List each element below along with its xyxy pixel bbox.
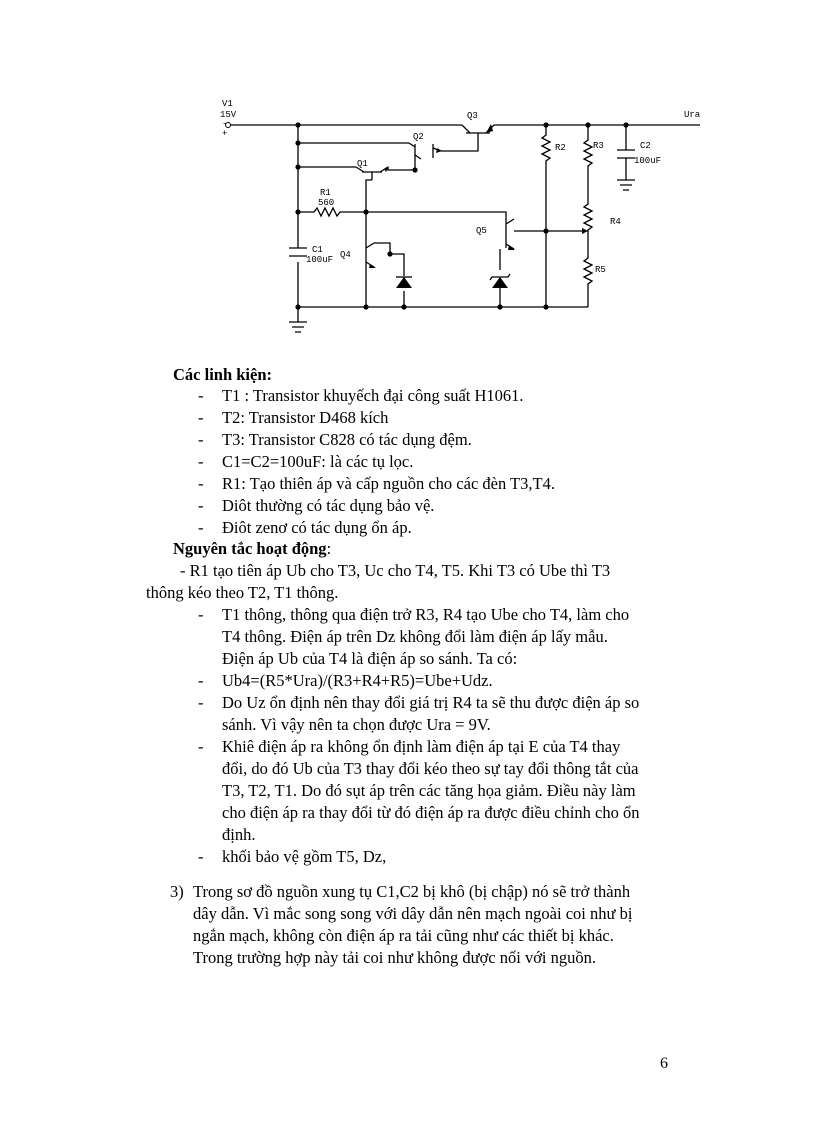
principle-heading: Nguyên tắc hoạt động [173,539,327,558]
r5-label: R5 [595,265,606,275]
q4-wires [366,243,390,307]
q2-transistor-icon [409,143,442,159]
list-line: Điện áp Ub của T4 là điện áp so sánh. Ta có: [222,649,518,668]
list-bullet: - [198,693,204,712]
list-line: Ub4=(R5*Ura)/(R3+R4+R5)=Ube+Udz. [222,671,493,690]
list-bullet: - [198,496,204,515]
list-line: T1 thông, thông qua điện trở R3, R4 tạo Ube cho T4, làm cho [222,605,630,624]
list-line: Do Uz ổn định nên thay đổi giá trị R4 ta sẽ thu được điện áp so [222,693,640,712]
list-line: cho điện áp ra thay đổi từ đó điện áp ra được điều chỉnh cho ổn [222,803,640,822]
c1-capacitor-icon [289,248,307,256]
list-bullet: - [198,452,204,471]
list-bullet: - [198,518,204,537]
q1-wires [298,167,415,212]
principle-intro-line1: - R1 tạo tiên áp Ub cho T3, Uc cho T4, T5. Khi T3 có Ube thì T3 [180,561,611,580]
list-item: C1=C2=100uF: là các tụ lọc. [222,452,414,471]
v1-plus-label: + [222,129,228,139]
q3-base-wire [441,140,478,151]
r3-label: R3 [593,141,604,151]
q5-label: Q5 [476,226,487,236]
page-number: 6 [660,1055,668,1072]
c2-label: C2 [640,141,651,151]
q3-label: Q3 [467,111,478,121]
list-item: Diôt thường có tác dụng bảo vệ. [222,496,435,515]
list-bullet: - [198,408,204,427]
list-bullet: - [198,430,204,449]
r3-r4-r5-resistor-chain-icon [584,125,592,307]
c2-value-label: 100uF [634,156,662,166]
list-bullet: - [198,474,204,493]
list-line: sánh. Vì vậy nên ta chọn được Ura = 9V. [222,715,491,734]
question-line: ngắn mạch, không còn điện áp ra tải cũng như các thiết bị khác. [193,926,614,945]
r1-label: R1 [320,188,331,198]
question-line: Trong trường hợp này tải coi như không được nối với nguồn. [193,948,597,967]
list-item: T3: Transistor C828 có tác dụng đệm. [222,430,472,449]
q1-label: Q1 [357,159,368,169]
q2-label: Q2 [413,132,424,142]
list-line: định. [222,825,256,844]
components-heading: Các linh kiện: [173,365,273,384]
list-item: T1 : Transistor khuyếch đại công suất H1061. [222,386,524,405]
list-line: T3, T2, T1. Do đó sụt áp trên các tăng họa giảm. Điều này làm [222,781,636,800]
r4-wiper-icon [582,228,588,234]
list-line: T4 thông. Điện áp trên Dz không đổi làm điện áp lấy mẫu. [222,627,608,646]
r4-label: R4 [610,217,621,227]
r1-value-label: 560 [318,198,335,208]
c1-label: C1 [312,245,323,255]
r2-label: R2 [555,143,566,153]
list-bullet: - [198,737,204,756]
list-bullet: - [198,605,204,624]
list-line: đổi, do đó Ub của T3 thay đổi kéo theo sự tay đổi thông tắt của [222,759,639,778]
principle-heading-colon: : [326,539,332,558]
list-line: khối bảo vệ gồm T5, Dz, [222,847,387,866]
q5-transistor-icon [506,219,515,250]
question-number: 3) [170,882,184,901]
list-bullet: - [198,671,204,690]
c2-capacitor-icon [617,125,635,190]
question-line: Trong sơ đồ nguồn xung tụ C1,C2 bị khô (bị chập) nó sẽ trở thành [193,882,631,901]
list-line: Khiê điện áp ra không ổn định làm điện áp tại E của T4 thay [222,737,621,756]
c1-value-label: 100uF [306,255,334,265]
v1-label: V1 [222,99,233,109]
v1-value-label: 15V [220,110,237,120]
q4-label: Q4 [340,250,351,260]
diode-icon [396,277,412,288]
r2-resistor-icon [542,125,550,307]
r1-resistor-icon [298,208,366,240]
v1-minus-label: - [222,119,228,129]
q5-wires [500,231,588,307]
list-item: Điôt zenơ có tác dụng ổn áp. [222,518,412,537]
list-item: T2: Transistor D468 kích [222,408,389,427]
q3-transistor-icon [462,124,494,140]
list-bullet: - [198,386,204,405]
ground-icon [289,307,307,332]
q4-transistor-icon [366,240,376,270]
principle-heading-line [173,538,331,560]
principle-intro-line2: thông kéo theo T2, T1 thông. [146,583,339,602]
ura-label: Ura [684,110,701,120]
list-item: R1: Tạo thiên áp và cấp nguồn cho các đèn T3,T4. [222,474,555,493]
circuit-schematic [0,0,816,350]
zener-diode-icon [492,277,508,288]
list-bullet: - [198,847,204,866]
question-line: dây dẫn. Vì mắc song song với dây dẫn nên mạch ngoài coi như bị [193,904,633,923]
q5-collector-wire [366,212,506,220]
